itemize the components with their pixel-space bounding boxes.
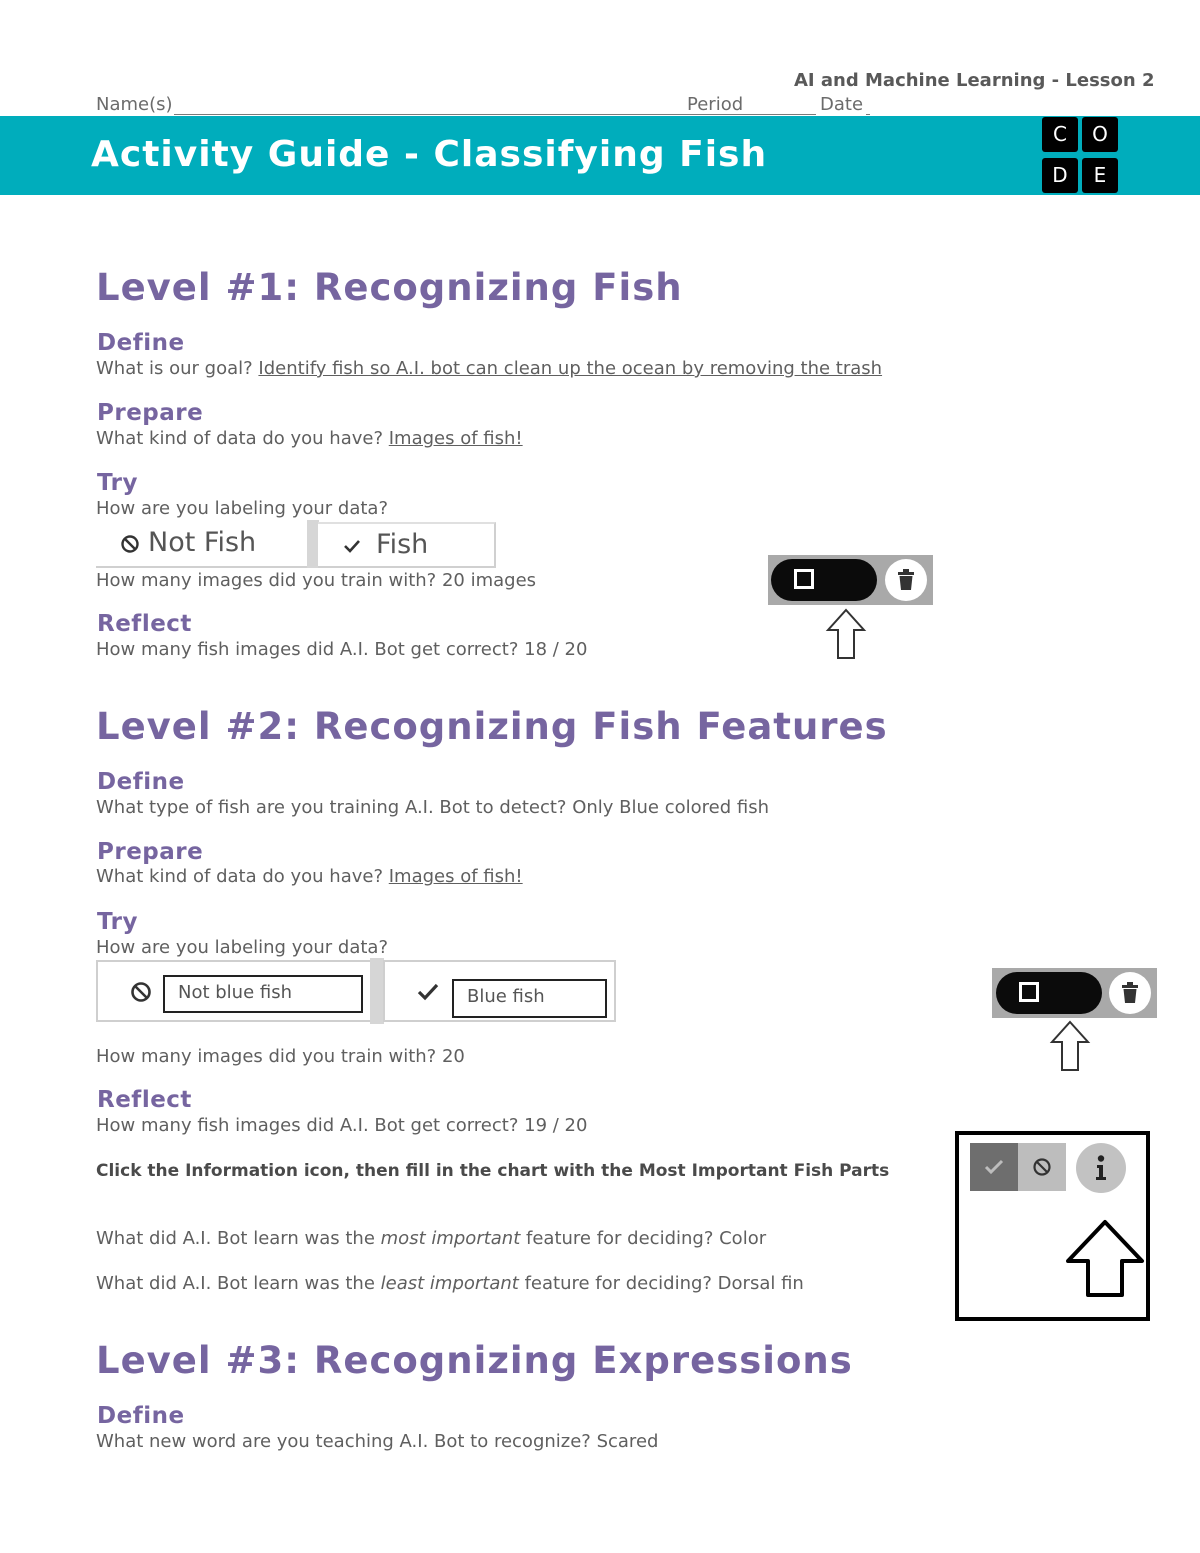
blue-fish-button[interactable] [383, 960, 616, 1022]
trash-icon [1120, 982, 1140, 1004]
check-icon [984, 1159, 1004, 1175]
level1-try-heading: Try [97, 470, 138, 496]
check-toggle[interactable] [970, 1143, 1018, 1191]
level3-define-question: What new word are you teaching A.I. Bot to recognize? Scared [96, 1431, 659, 1452]
date-label: Date [820, 94, 864, 115]
trash-icon [896, 569, 916, 591]
level3-define-heading: Define [97, 1403, 185, 1429]
level1-try-question: How are you labeling your data? [96, 498, 388, 519]
level1-prepare-answer: Images of fish! [388, 428, 523, 449]
level1-toggle-pill[interactable] [771, 559, 877, 601]
check-icon [417, 982, 439, 1002]
ban-icon [130, 981, 152, 1003]
level2-title: Level #2: Recognizing Fish Features [96, 705, 888, 748]
level2-prepare-question: What kind of data do you have? Images of fish! [96, 866, 523, 887]
level2-reflect-heading: Reflect [97, 1087, 192, 1113]
logo-letter-c: C [1042, 117, 1078, 152]
arrow-up-icon [824, 608, 868, 660]
least-important-question: What did A.I. Bot learn was the least important feature for deciding? Dorsal fin [96, 1273, 804, 1294]
level1-reflect-question: How many fish images did A.I. Bot get correct? 18 / 20 [96, 639, 588, 660]
button-divider [370, 958, 384, 1024]
logo-letter-o: O [1082, 117, 1118, 152]
name-period-date-row [96, 94, 870, 116]
level1-define-answer: Identify fish so A.I. bot can clean up the ocean by removing the trash [258, 358, 883, 379]
level1-reflect-heading: Reflect [97, 611, 192, 637]
date-line [866, 114, 870, 115]
level1-define-question: What is our goal? Identify fish so A.I. bot can clean up the ocean by removing the trash [96, 358, 883, 379]
logo-letter-d: D [1042, 158, 1078, 193]
not-fish-button[interactable] [96, 522, 308, 568]
level1-prepare-question: What kind of data do you have? Images of fish! [96, 428, 523, 449]
level2-toolbar [992, 968, 1157, 1018]
check-icon [342, 536, 362, 556]
level2-reflect-question: How many fish images did A.I. Bot get correct? 19 / 20 [96, 1115, 588, 1136]
logo-letter-e: E [1082, 158, 1118, 193]
level1-train-question: How many images did you train with? 20 images [96, 570, 537, 591]
fish-button[interactable] [318, 522, 496, 568]
level2-toggle-pill[interactable] [996, 972, 1102, 1014]
period-label: Period [687, 94, 744, 115]
square-icon [794, 569, 814, 589]
not-fish-label: Not Fish [148, 527, 257, 558]
arrow-up-icon [1048, 1020, 1092, 1072]
not-blue-fish-button[interactable] [96, 960, 372, 1022]
info-button[interactable] [1076, 1143, 1126, 1193]
level2-train-question: How many images did you train with? 20 [96, 1046, 465, 1067]
level2-prepare-heading: Prepare [97, 839, 204, 865]
info-instruction: Click the Information icon, then fill in the chart with the Most Important Fish Parts [96, 1161, 890, 1181]
level2-try-heading: Try [97, 909, 138, 935]
ban-icon [1032, 1157, 1052, 1177]
arrow-up-icon [1064, 1219, 1146, 1299]
level2-trash-button[interactable] [1109, 972, 1151, 1014]
level1-define-heading: Define [97, 330, 185, 356]
level2-define-heading: Define [97, 769, 185, 795]
info-icon [1095, 1155, 1107, 1181]
level1-trash-button[interactable] [885, 559, 927, 601]
page-title: Activity Guide - Classifying Fish [91, 134, 768, 175]
ban-icon [120, 534, 140, 554]
level1-prepare-heading: Prepare [97, 400, 204, 426]
code-logo [1040, 116, 1120, 195]
name-line [174, 114, 774, 115]
level3-title: Level #3: Recognizing Expressions [96, 1339, 853, 1382]
level2-try-question: How are you labeling your data? [96, 937, 388, 958]
blue-fish-label: Blue fish [452, 979, 607, 1018]
most-important-question: What did A.I. Bot learn was the most important feature for deciding? Color [96, 1228, 767, 1249]
fish-label: Fish [376, 529, 429, 560]
period-line [750, 114, 816, 115]
level2-define-question: What type of fish are you training A.I. Bot to detect? Only Blue colored fish [96, 797, 769, 818]
level1-toolbar [768, 555, 933, 605]
square-icon [1019, 982, 1039, 1002]
lesson-label: AI and Machine Learning - Lesson 2 [794, 70, 1155, 91]
level1-title: Level #1: Recognizing Fish [96, 266, 683, 309]
info-illustration [955, 1131, 1150, 1321]
level2-prepare-answer: Images of fish! [388, 866, 523, 887]
name-label: Name(s) [96, 94, 173, 115]
ban-toggle[interactable] [1018, 1143, 1066, 1191]
not-blue-fish-label: Not blue fish [163, 975, 363, 1013]
